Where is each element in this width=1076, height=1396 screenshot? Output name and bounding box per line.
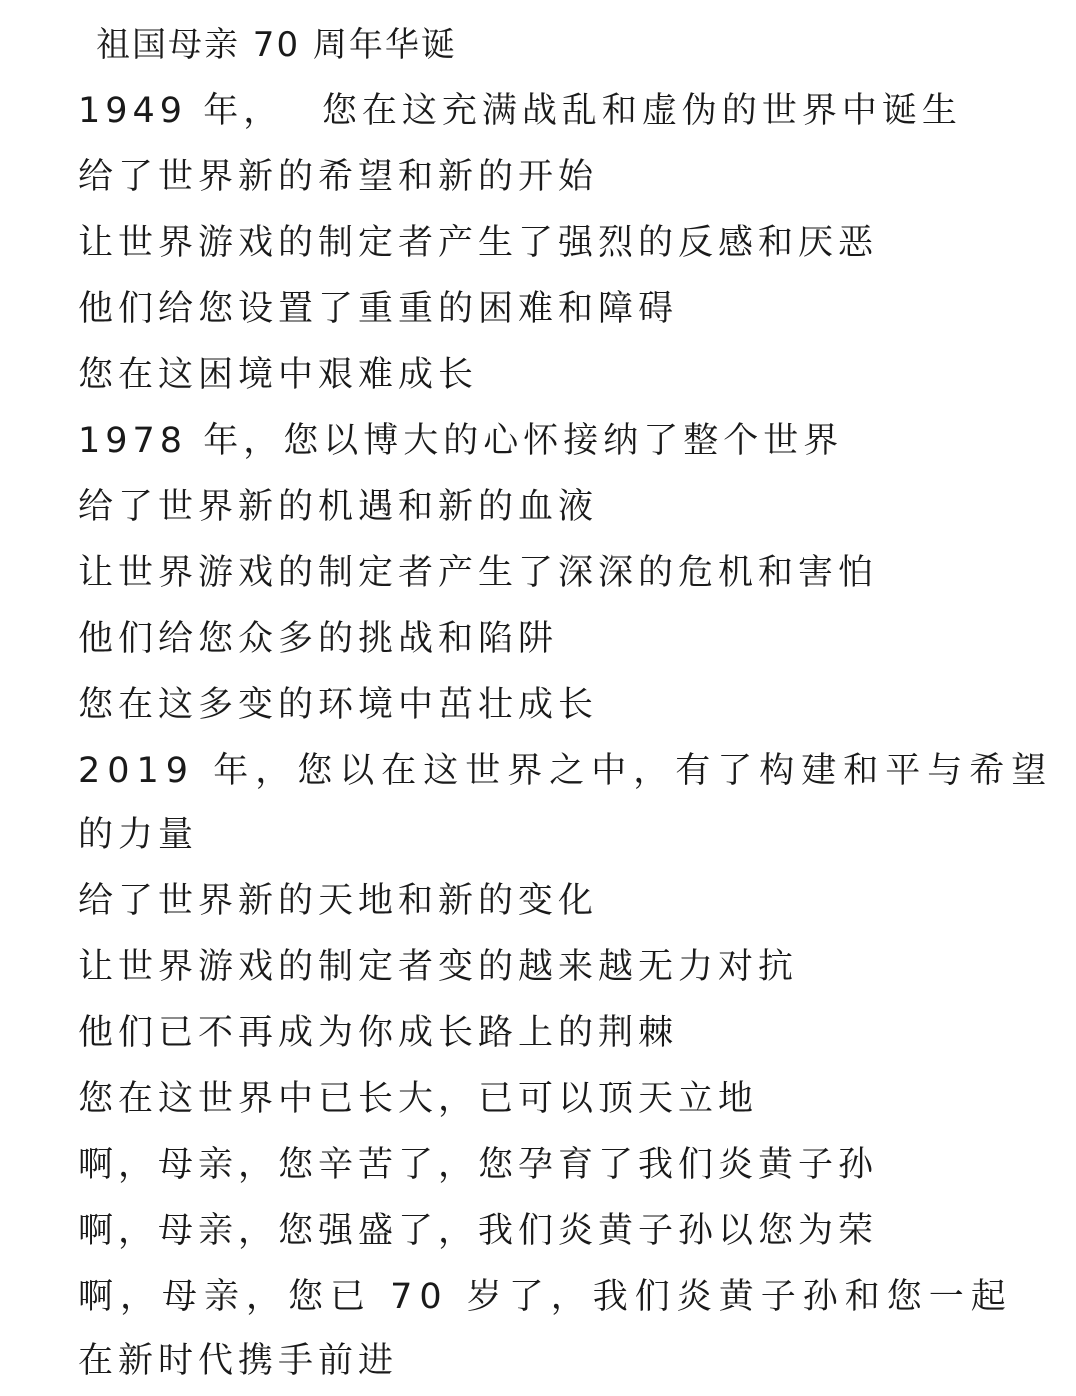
poem-line: 他们已不再成为你成长路上的荆棘: [78, 1013, 679, 1053]
poem-title: 祖国母亲 70 周年华诞: [96, 25, 457, 65]
poem-line: 1978 年，您以博大的心怀接纳了整个世界: [78, 421, 844, 461]
poem-line: 您在这多变的环境中茁壮成长: [78, 685, 599, 725]
poem-line: 他们给您设置了重重的困难和障碍: [78, 289, 679, 329]
poem-line: 在新时代携手前进: [78, 1341, 399, 1381]
poem-line: 给了世界新的天地和新的变化: [78, 881, 599, 921]
poem-line: 2019 年，您以在这世界之中，有了构建和平与希望: [78, 751, 1054, 791]
poem-line: 他们给您众多的挑战和陷阱: [78, 619, 559, 659]
poem-line: 啊，母亲，您已 70 岁了，我们炎黄子孙和您一起: [78, 1277, 1013, 1317]
poem-line: 啊，母亲，您辛苦了，您孕育了我们炎黄子孙: [78, 1145, 879, 1185]
poem-line: 啊，母亲，您强盛了，我们炎黄子孙以您为荣: [78, 1211, 879, 1251]
poem-line: 给了世界新的希望和新的开始: [78, 157, 599, 197]
poem-line: 让世界游戏的制定者变的越来越无力对抗: [78, 947, 799, 987]
poem-line: 1949 年， 您在这充满战乱和虚伪的世界中诞生: [78, 91, 962, 131]
poem-line: 给了世界新的机遇和新的血液: [78, 487, 599, 527]
poem-line: 您在这困境中艰难成长: [78, 355, 479, 395]
poem-line: 让世界游戏的制定者产生了强烈的反感和厌恶: [78, 223, 879, 263]
poem-line: 让世界游戏的制定者产生了深深的危机和害怕: [78, 553, 879, 593]
poem-line: 您在这世界中已长大，已可以顶天立地: [78, 1079, 759, 1119]
poem-line: 的力量: [78, 815, 199, 855]
